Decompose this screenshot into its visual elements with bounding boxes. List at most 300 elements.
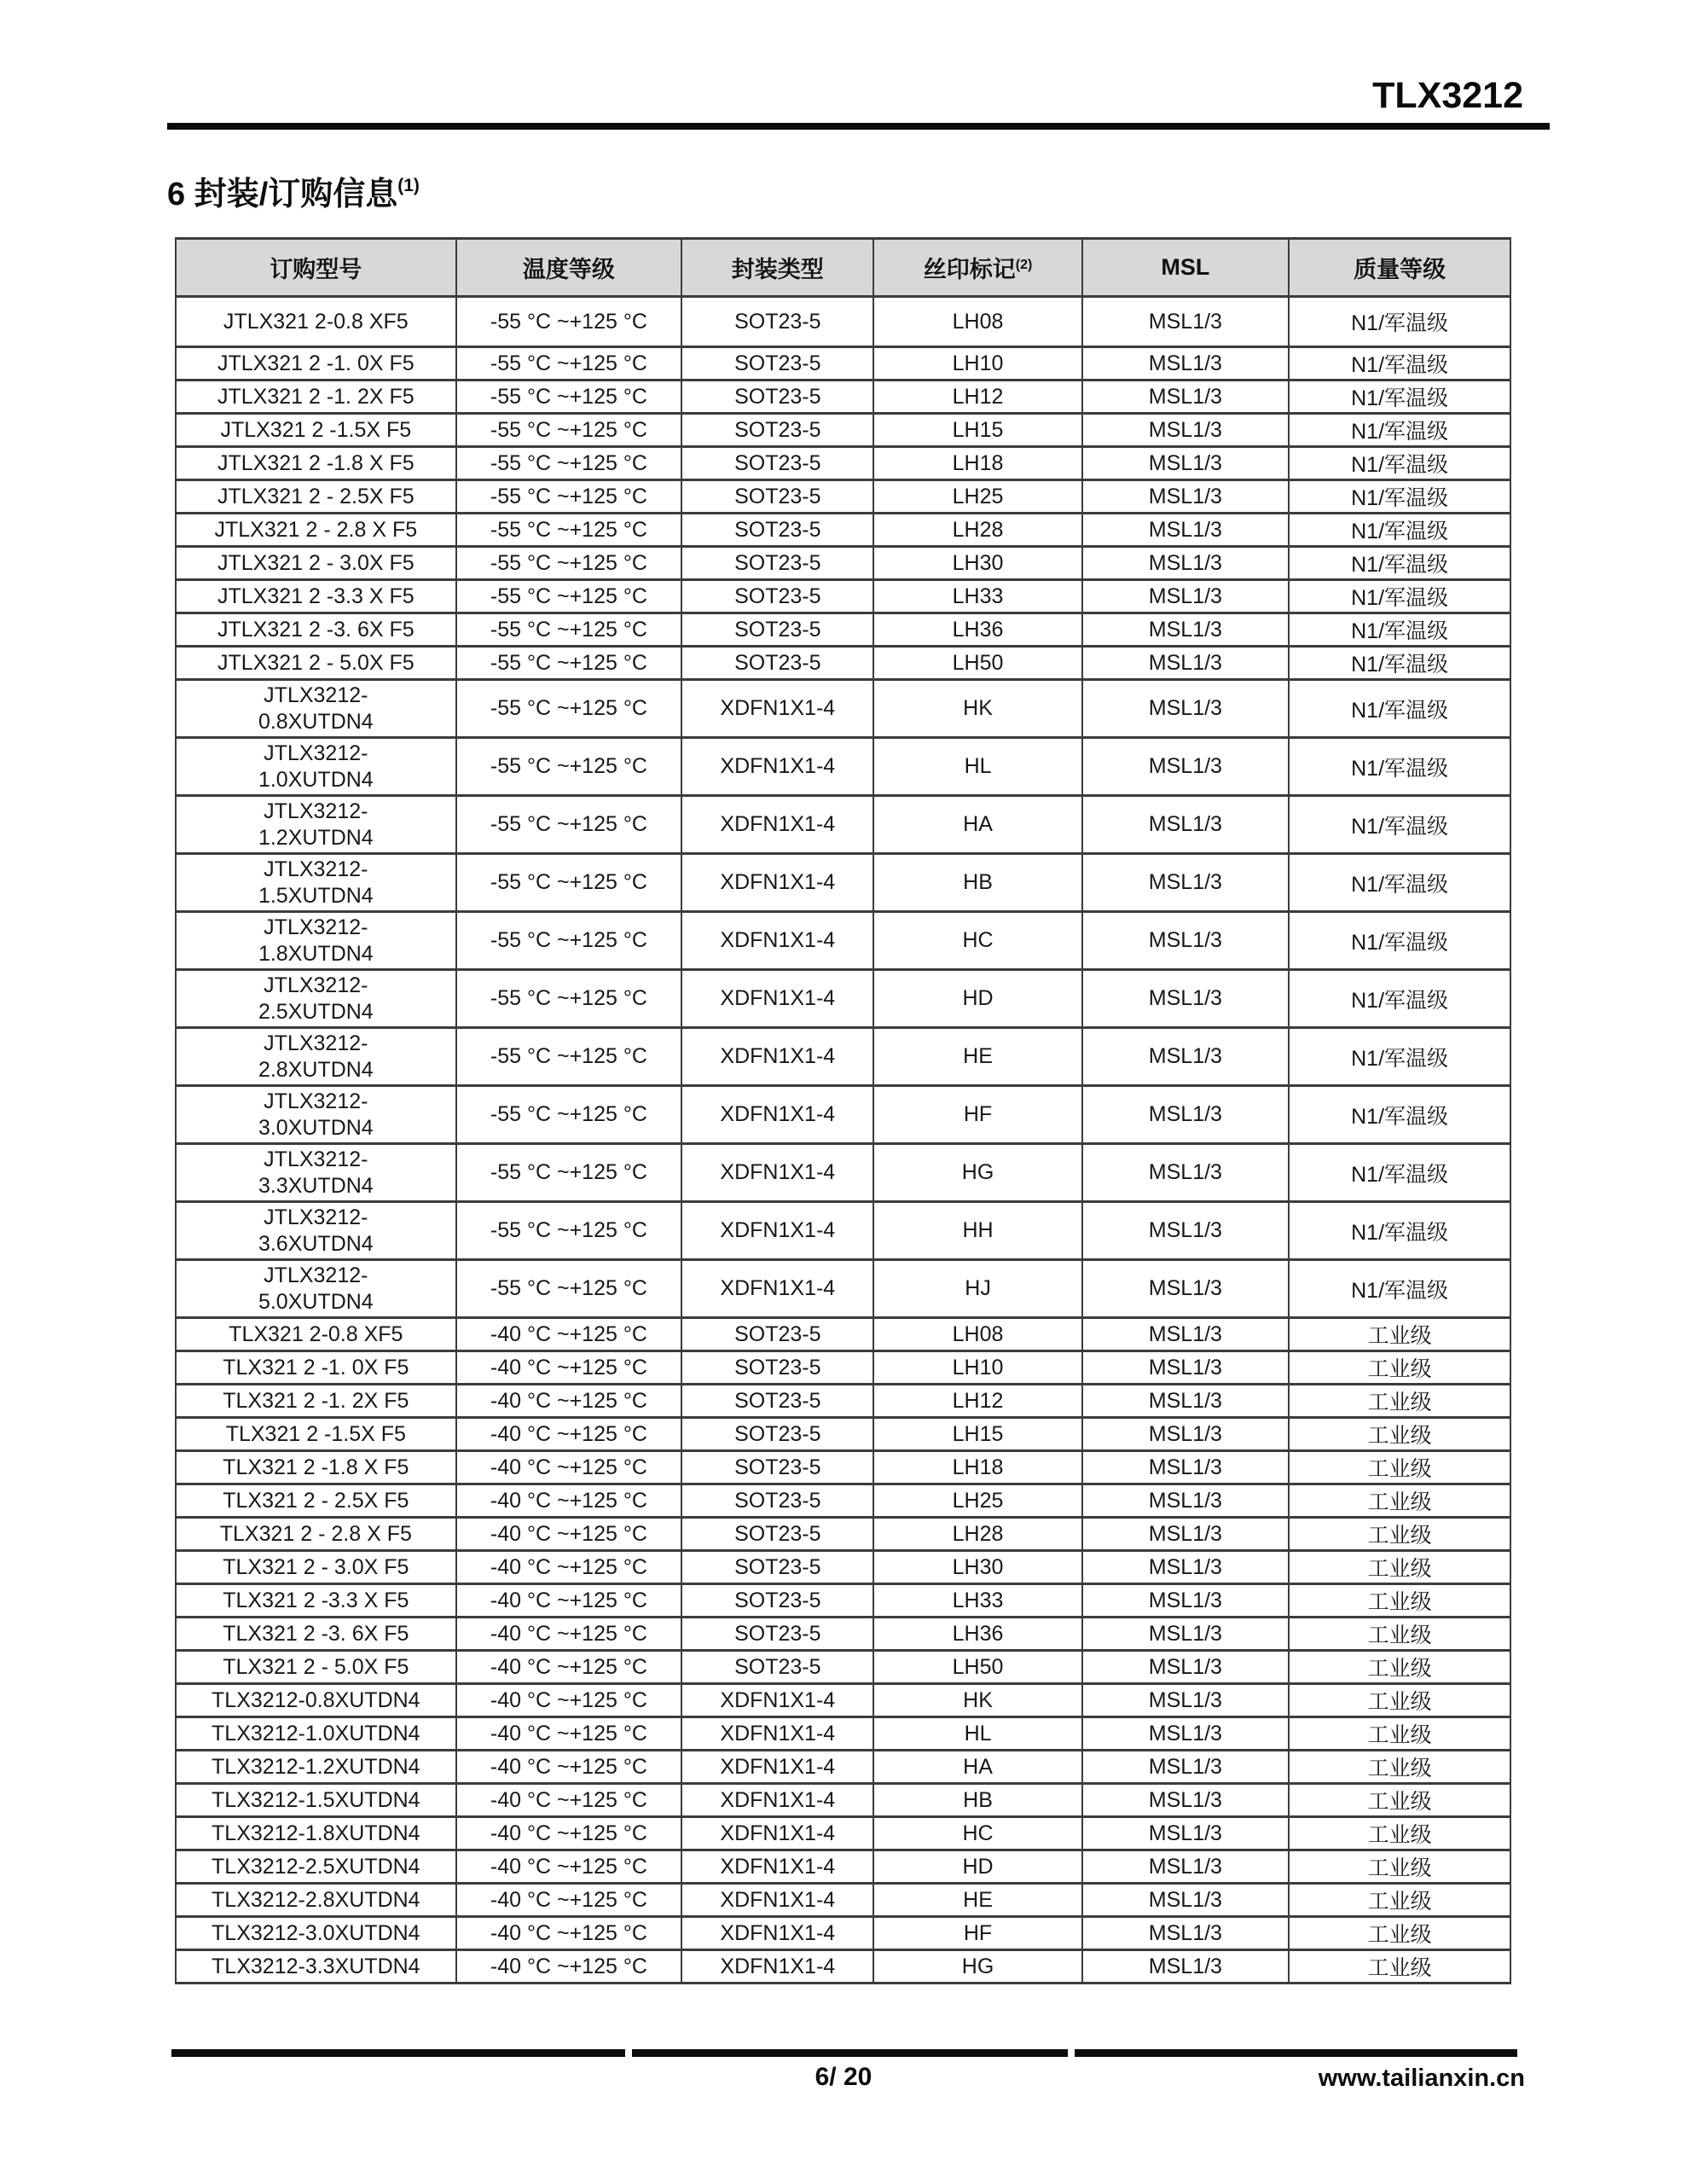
part-number-line: JTLX3212- (264, 1263, 368, 1287)
cell-part (176, 297, 456, 347)
cell-part (176, 1451, 456, 1484)
part-number-line: 1.0XUTDN4 (258, 767, 374, 792)
part-number-line: JTLX321 2 - 2.5X F5 (217, 484, 415, 508)
website-link[interactable]: www.tailianxin.cn (1318, 2065, 1525, 2092)
cell-part (176, 1651, 456, 1684)
cell-marking: LH50 (873, 647, 1081, 680)
table-row (176, 1385, 1510, 1418)
table-row (176, 1817, 1510, 1850)
cell-msl: MSL1/3 (1082, 414, 1290, 447)
cell-grade: 工业级 (1289, 1684, 1510, 1717)
cell-package: SOT23-5 (681, 514, 873, 547)
cell-grade: N1/军温级 (1289, 680, 1510, 738)
cell-msl: MSL1/3 (1082, 580, 1290, 613)
part-number-line: JTLX321 2 -1. 0X F5 (217, 351, 415, 375)
cell-part (176, 647, 456, 680)
cell-temp: -55 °C ~+125 °C (456, 380, 681, 414)
part-number-line: 3.0XUTDN4 (258, 1115, 374, 1140)
cell-grade: N1/军温级 (1289, 1202, 1510, 1260)
cell-temp: -55 °C ~+125 °C (456, 514, 681, 547)
column-header-label: 订购型号 (270, 257, 362, 282)
cell-grade: N1/军温级 (1289, 447, 1510, 480)
cell-part (176, 1917, 456, 1950)
cell-grade: N1/军温级 (1289, 970, 1510, 1028)
cell-package: XDFN1X1-4 (681, 796, 873, 854)
cell-temp: -55 °C ~+125 °C (456, 447, 681, 480)
cell-grade: 工业级 (1289, 1451, 1510, 1484)
part-number-line: TLX3212-2.5XUTDN4 (212, 1854, 420, 1879)
cell-msl: MSL1/3 (1082, 1684, 1290, 1717)
column-header (681, 239, 873, 297)
doc-title: TLX3212 (1372, 75, 1523, 116)
cell-temp: -40 °C ~+125 °C (456, 1717, 681, 1751)
cell-part (176, 1086, 456, 1144)
cell-grade: N1/军温级 (1289, 414, 1510, 447)
cell-part (176, 738, 456, 796)
cell-package: XDFN1X1-4 (681, 1751, 873, 1784)
cell-package: XDFN1X1-4 (681, 970, 873, 1028)
cell-package: SOT23-5 (681, 347, 873, 380)
cell-grade: 工业级 (1289, 1484, 1510, 1518)
table-row (176, 1028, 1510, 1086)
part-number-line: JTLX321 2 - 2.8 X F5 (214, 517, 418, 542)
column-header-label: 温度等级 (522, 257, 615, 282)
cell-marking: LH08 (873, 1318, 1081, 1351)
cell-marking: HK (873, 1684, 1081, 1717)
part-number-line: 1.8XUTDN4 (258, 941, 374, 966)
table-row (176, 1451, 1510, 1484)
cell-temp: -55 °C ~+125 °C (456, 297, 681, 347)
cell-temp: -40 °C ~+125 °C (456, 1784, 681, 1817)
cell-package: XDFN1X1-4 (681, 1144, 873, 1202)
table-row (176, 1784, 1510, 1817)
cell-msl: MSL1/3 (1082, 738, 1290, 796)
table-row (176, 1518, 1510, 1551)
cell-part (176, 1484, 456, 1518)
part-number-line: 5.0XUTDN4 (258, 1289, 374, 1314)
cell-part (176, 1551, 456, 1584)
cell-grade: 工业级 (1289, 1518, 1510, 1551)
table-row (176, 1651, 1510, 1684)
cell-grade: 工业级 (1289, 1385, 1510, 1418)
cell-package: SOT23-5 (681, 414, 873, 447)
cell-msl: MSL1/3 (1082, 447, 1290, 480)
cell-marking: LH18 (873, 447, 1081, 480)
column-header-label: 质量等级 (1354, 257, 1446, 282)
cell-package: XDFN1X1-4 (681, 1717, 873, 1751)
table-row (176, 1917, 1510, 1950)
table-row (176, 680, 1510, 738)
table-row (176, 1144, 1510, 1202)
cell-temp: -55 °C ~+125 °C (456, 547, 681, 580)
footer-rule-right (1075, 2049, 1517, 2057)
table-row (176, 1484, 1510, 1518)
cell-msl: MSL1/3 (1082, 1651, 1290, 1684)
cell-grade: N1/军温级 (1289, 1144, 1510, 1202)
table-row (176, 297, 1510, 347)
part-number-line: 2.5XUTDN4 (258, 999, 374, 1024)
table-row (176, 1260, 1510, 1318)
cell-temp: -40 °C ~+125 °C (456, 1817, 681, 1850)
cell-marking: HC (873, 912, 1081, 970)
cell-part (176, 1784, 456, 1817)
cell-package: XDFN1X1-4 (681, 1784, 873, 1817)
part-number-line: TLX321 2 -1.8 X F5 (223, 1455, 409, 1479)
cell-package: XDFN1X1-4 (681, 1884, 873, 1917)
cell-part (176, 1684, 456, 1717)
part-number-line: TLX3212-1.5XUTDN4 (212, 1787, 420, 1812)
cell-package: SOT23-5 (681, 1651, 873, 1684)
table-row (176, 613, 1510, 647)
cell-package: SOT23-5 (681, 480, 873, 514)
cell-temp: -55 °C ~+125 °C (456, 1202, 681, 1260)
footer-rule-left (171, 2049, 625, 2057)
part-number-line: TLX321 2 -1. 0X F5 (223, 1355, 409, 1380)
table-row (176, 1202, 1510, 1260)
cell-part (176, 1717, 456, 1751)
cell-temp: -40 °C ~+125 °C (456, 1318, 681, 1351)
part-number-line: JTLX3212- (264, 1031, 368, 1055)
cell-marking: HC (873, 1817, 1081, 1850)
cell-temp: -40 °C ~+125 °C (456, 1385, 681, 1418)
cell-grade: N1/军温级 (1289, 480, 1510, 514)
cell-msl: MSL1/3 (1082, 796, 1290, 854)
cell-grade: N1/军温级 (1289, 1260, 1510, 1318)
cell-grade: 工业级 (1289, 1884, 1510, 1917)
cell-marking: LH36 (873, 1618, 1081, 1651)
cell-msl: MSL1/3 (1082, 514, 1290, 547)
cell-temp: -55 °C ~+125 °C (456, 680, 681, 738)
cell-msl: MSL1/3 (1082, 1484, 1290, 1518)
cell-msl: MSL1/3 (1082, 1418, 1290, 1451)
cell-temp: -40 °C ~+125 °C (456, 1418, 681, 1451)
cell-grade: N1/军温级 (1289, 613, 1510, 647)
cell-marking: LH50 (873, 1651, 1081, 1684)
part-number-line: JTLX3212- (264, 857, 368, 881)
cell-marking: HG (873, 1950, 1081, 1984)
cell-msl: MSL1/3 (1082, 1717, 1290, 1751)
cell-package: XDFN1X1-4 (681, 1950, 873, 1984)
cell-msl: MSL1/3 (1082, 1086, 1290, 1144)
cell-msl: MSL1/3 (1082, 1202, 1290, 1260)
part-number-line: 3.6XUTDN4 (258, 1231, 374, 1256)
cell-temp: -40 °C ~+125 °C (456, 1651, 681, 1684)
cell-temp: -40 °C ~+125 °C (456, 1618, 681, 1651)
cell-grade: 工业级 (1289, 1917, 1510, 1950)
cell-grade: 工业级 (1289, 1618, 1510, 1651)
table-row (176, 1351, 1510, 1385)
part-number-line: 1.5XUTDN4 (258, 883, 374, 908)
cell-marking: LH15 (873, 414, 1081, 447)
cell-temp: -55 °C ~+125 °C (456, 347, 681, 380)
cell-package: SOT23-5 (681, 1451, 873, 1484)
table-row (176, 380, 1510, 414)
part-number-line: TLX3212-3.3XUTDN4 (212, 1954, 420, 1978)
table-row (176, 1418, 1510, 1451)
cell-msl: MSL1/3 (1082, 347, 1290, 380)
cell-marking: HB (873, 1784, 1081, 1817)
cell-msl: MSL1/3 (1082, 1351, 1290, 1385)
cell-marking: LH30 (873, 547, 1081, 580)
cell-part (176, 347, 456, 380)
cell-package: XDFN1X1-4 (681, 1028, 873, 1086)
cell-msl: MSL1/3 (1082, 1385, 1290, 1418)
part-number-line: JTLX3212- (264, 741, 368, 765)
part-number-line: JTLX321 2 -1.8 X F5 (217, 450, 415, 475)
cell-msl: MSL1/3 (1082, 1318, 1290, 1351)
cell-msl: MSL1/3 (1082, 547, 1290, 580)
part-number-line: 3.3XUTDN4 (258, 1173, 374, 1198)
part-number-line: JTLX321 2 -1.5X F5 (220, 417, 412, 442)
table-row (176, 1618, 1510, 1651)
cell-package: XDFN1X1-4 (681, 680, 873, 738)
cell-package: SOT23-5 (681, 297, 873, 347)
part-number-line: 2.8XUTDN4 (258, 1057, 374, 1082)
cell-msl: MSL1/3 (1082, 1817, 1290, 1850)
part-number-line: TLX3212-1.2XUTDN4 (212, 1754, 420, 1779)
cell-package: XDFN1X1-4 (681, 1817, 873, 1850)
cell-marking: LH10 (873, 347, 1081, 380)
cell-temp: -55 °C ~+125 °C (456, 796, 681, 854)
cell-grade: 工业级 (1289, 1784, 1510, 1817)
cell-part (176, 912, 456, 970)
column-header (176, 239, 456, 297)
cell-temp: -55 °C ~+125 °C (456, 580, 681, 613)
table-row (176, 1751, 1510, 1784)
cell-grade: 工业级 (1289, 1551, 1510, 1584)
cell-package: SOT23-5 (681, 547, 873, 580)
cell-part (176, 547, 456, 580)
cell-temp: -40 °C ~+125 °C (456, 1950, 681, 1984)
cell-grade: 工业级 (1289, 1584, 1510, 1618)
section-heading-footnote: (1) (397, 176, 420, 195)
cell-part (176, 1618, 456, 1651)
table-row (176, 647, 1510, 680)
part-number-line: JTLX3212- (264, 973, 368, 997)
part-number-line: JTLX321 2 - 5.0X F5 (217, 650, 415, 675)
part-number-line: JTLX3212- (264, 799, 368, 823)
cell-msl: MSL1/3 (1082, 970, 1290, 1028)
column-header (1082, 239, 1290, 297)
cell-package: XDFN1X1-4 (681, 1260, 873, 1318)
cell-package: SOT23-5 (681, 1618, 873, 1651)
part-number-line: JTLX3212- (264, 1089, 368, 1113)
cell-marking: HD (873, 970, 1081, 1028)
cell-grade: N1/军温级 (1289, 297, 1510, 347)
cell-grade: N1/军温级 (1289, 1028, 1510, 1086)
part-number-line: JTLX3212- (264, 915, 368, 939)
cell-part (176, 514, 456, 547)
cell-part (176, 1850, 456, 1884)
cell-marking: LH28 (873, 1518, 1081, 1551)
cell-grade: 工业级 (1289, 1950, 1510, 1984)
table-row (176, 1717, 1510, 1751)
table-row (176, 1950, 1510, 1984)
part-number-line: JTLX3212- (264, 682, 368, 707)
table-row (176, 970, 1510, 1028)
cell-temp: -55 °C ~+125 °C (456, 1144, 681, 1202)
cell-marking: LH28 (873, 514, 1081, 547)
header-rule (167, 123, 1550, 130)
cell-package: SOT23-5 (681, 613, 873, 647)
column-header (1289, 239, 1510, 297)
table-row (176, 1584, 1510, 1618)
cell-msl: MSL1/3 (1082, 1518, 1290, 1551)
cell-grade: N1/军温级 (1289, 796, 1510, 854)
cell-msl: MSL1/3 (1082, 1618, 1290, 1651)
part-number-line: TLX321 2 - 5.0X F5 (223, 1654, 409, 1679)
column-header-label: MSL (1161, 254, 1210, 280)
part-number-line: JTLX321 2 -1. 2X F5 (217, 384, 415, 409)
cell-temp: -55 °C ~+125 °C (456, 1260, 681, 1318)
cell-package: SOT23-5 (681, 1551, 873, 1584)
cell-marking: LH12 (873, 380, 1081, 414)
page-number: 6/ 20 (815, 2063, 872, 2091)
part-number-line: TLX321 2 - 2.5X F5 (223, 1488, 409, 1513)
cell-marking: HE (873, 1884, 1081, 1917)
part-number-line: TLX321 2 -1. 2X F5 (223, 1388, 409, 1413)
table-row (176, 1684, 1510, 1717)
part-number-line: JTLX3212- (264, 1205, 368, 1229)
column-header-footnote: (2) (1015, 258, 1033, 272)
cell-marking: HG (873, 1144, 1081, 1202)
cell-part (176, 414, 456, 447)
cell-package: SOT23-5 (681, 1351, 873, 1385)
cell-msl: MSL1/3 (1082, 1950, 1290, 1984)
cell-msl: MSL1/3 (1082, 1850, 1290, 1884)
cell-temp: -55 °C ~+125 °C (456, 1086, 681, 1144)
cell-grade: 工业级 (1289, 1418, 1510, 1451)
section-heading: 6 封装/订购信息 (167, 177, 398, 212)
part-number-line: JTLX321 2 - 3.0X F5 (217, 550, 415, 575)
table-row (176, 738, 1510, 796)
cell-part (176, 613, 456, 647)
cell-temp: -55 °C ~+125 °C (456, 414, 681, 447)
cell-package: XDFN1X1-4 (681, 1202, 873, 1260)
cell-temp: -40 °C ~+125 °C (456, 1684, 681, 1717)
cell-part (176, 1028, 456, 1086)
cell-msl: MSL1/3 (1082, 1028, 1290, 1086)
part-number-line: TLX3212-1.0XUTDN4 (212, 1721, 420, 1745)
cell-grade: N1/军温级 (1289, 912, 1510, 970)
cell-msl: MSL1/3 (1082, 1144, 1290, 1202)
cell-part (176, 680, 456, 738)
cell-part (176, 380, 456, 414)
part-number-line: TLX321 2 -1.5X F5 (225, 1421, 406, 1446)
table-row (176, 796, 1510, 854)
part-number-line: TLX321 2 - 3.0X F5 (223, 1554, 409, 1579)
cell-msl: MSL1/3 (1082, 647, 1290, 680)
cell-part (176, 1385, 456, 1418)
cell-package: SOT23-5 (681, 647, 873, 680)
cell-marking: HD (873, 1850, 1081, 1884)
cell-temp: -55 °C ~+125 °C (456, 613, 681, 647)
table-row (176, 580, 1510, 613)
cell-package: XDFN1X1-4 (681, 854, 873, 912)
cell-package: XDFN1X1-4 (681, 1684, 873, 1717)
cell-temp: -55 °C ~+125 °C (456, 480, 681, 514)
table-header (176, 239, 1510, 297)
cell-part (176, 1260, 456, 1318)
column-header-label: 丝印标记 (923, 257, 1016, 282)
cell-grade: 工业级 (1289, 1318, 1510, 1351)
cell-msl: MSL1/3 (1082, 480, 1290, 514)
cell-temp: -40 °C ~+125 °C (456, 1751, 681, 1784)
cell-temp: -40 °C ~+125 °C (456, 1917, 681, 1950)
cell-grade: N1/军温级 (1289, 380, 1510, 414)
cell-marking: LH10 (873, 1351, 1081, 1385)
part-number-line: TLX321 2 -3.3 X F5 (223, 1588, 409, 1612)
part-number-line: TLX321 2 -3. 6X F5 (223, 1621, 409, 1646)
cell-msl: MSL1/3 (1082, 1451, 1290, 1484)
cell-msl: MSL1/3 (1082, 380, 1290, 414)
ordering-info-table-wrap (175, 237, 1511, 1984)
cell-grade: 工业级 (1289, 1751, 1510, 1784)
table-row (176, 1318, 1510, 1351)
cell-marking: HE (873, 1028, 1081, 1086)
cell-marking: HF (873, 1917, 1081, 1950)
column-header (456, 239, 681, 297)
cell-msl: MSL1/3 (1082, 1784, 1290, 1817)
table-row (176, 547, 1510, 580)
cell-package: SOT23-5 (681, 580, 873, 613)
part-number-line: TLX321 2-0.8 XF5 (229, 1321, 403, 1346)
cell-msl: MSL1/3 (1082, 1260, 1290, 1318)
cell-package: SOT23-5 (681, 380, 873, 414)
cell-grade: N1/军温级 (1289, 580, 1510, 613)
cell-temp: -40 °C ~+125 °C (456, 1850, 681, 1884)
cell-grade: N1/军温级 (1289, 854, 1510, 912)
cell-part (176, 970, 456, 1028)
cell-msl: MSL1/3 (1082, 1751, 1290, 1784)
cell-temp: -55 °C ~+125 °C (456, 738, 681, 796)
cell-msl: MSL1/3 (1082, 613, 1290, 647)
cell-msl: MSL1/3 (1082, 1884, 1290, 1917)
cell-msl: MSL1/3 (1082, 912, 1290, 970)
cell-temp: -55 °C ~+125 °C (456, 647, 681, 680)
cell-marking: LH25 (873, 480, 1081, 514)
cell-part (176, 1518, 456, 1551)
cell-package: SOT23-5 (681, 1584, 873, 1618)
cell-grade: N1/军温级 (1289, 347, 1510, 380)
cell-msl: MSL1/3 (1082, 680, 1290, 738)
cell-part (176, 1884, 456, 1917)
cell-msl: MSL1/3 (1082, 1584, 1290, 1618)
cell-package: SOT23-5 (681, 1518, 873, 1551)
cell-msl: MSL1/3 (1082, 1551, 1290, 1584)
cell-grade: N1/军温级 (1289, 547, 1510, 580)
cell-temp: -55 °C ~+125 °C (456, 1028, 681, 1086)
part-number-line: JTLX321 2-0.8 XF5 (223, 309, 409, 334)
cell-marking: HB (873, 854, 1081, 912)
cell-temp: -40 °C ~+125 °C (456, 1518, 681, 1551)
cell-package: XDFN1X1-4 (681, 738, 873, 796)
table-body (176, 297, 1510, 1984)
cell-msl: MSL1/3 (1082, 297, 1290, 347)
part-number-line: JTLX321 2 -3.3 X F5 (217, 584, 415, 608)
part-number-line: 1.2XUTDN4 (258, 825, 374, 850)
column-header (873, 239, 1081, 297)
table-row (176, 1884, 1510, 1917)
cell-temp: -55 °C ~+125 °C (456, 970, 681, 1028)
cell-part (176, 1144, 456, 1202)
cell-grade: 工业级 (1289, 1651, 1510, 1684)
cell-package: SOT23-5 (681, 1418, 873, 1451)
cell-msl: MSL1/3 (1082, 1917, 1290, 1950)
cell-grade: 工业级 (1289, 1351, 1510, 1385)
cell-marking: LH30 (873, 1551, 1081, 1584)
cell-part (176, 796, 456, 854)
